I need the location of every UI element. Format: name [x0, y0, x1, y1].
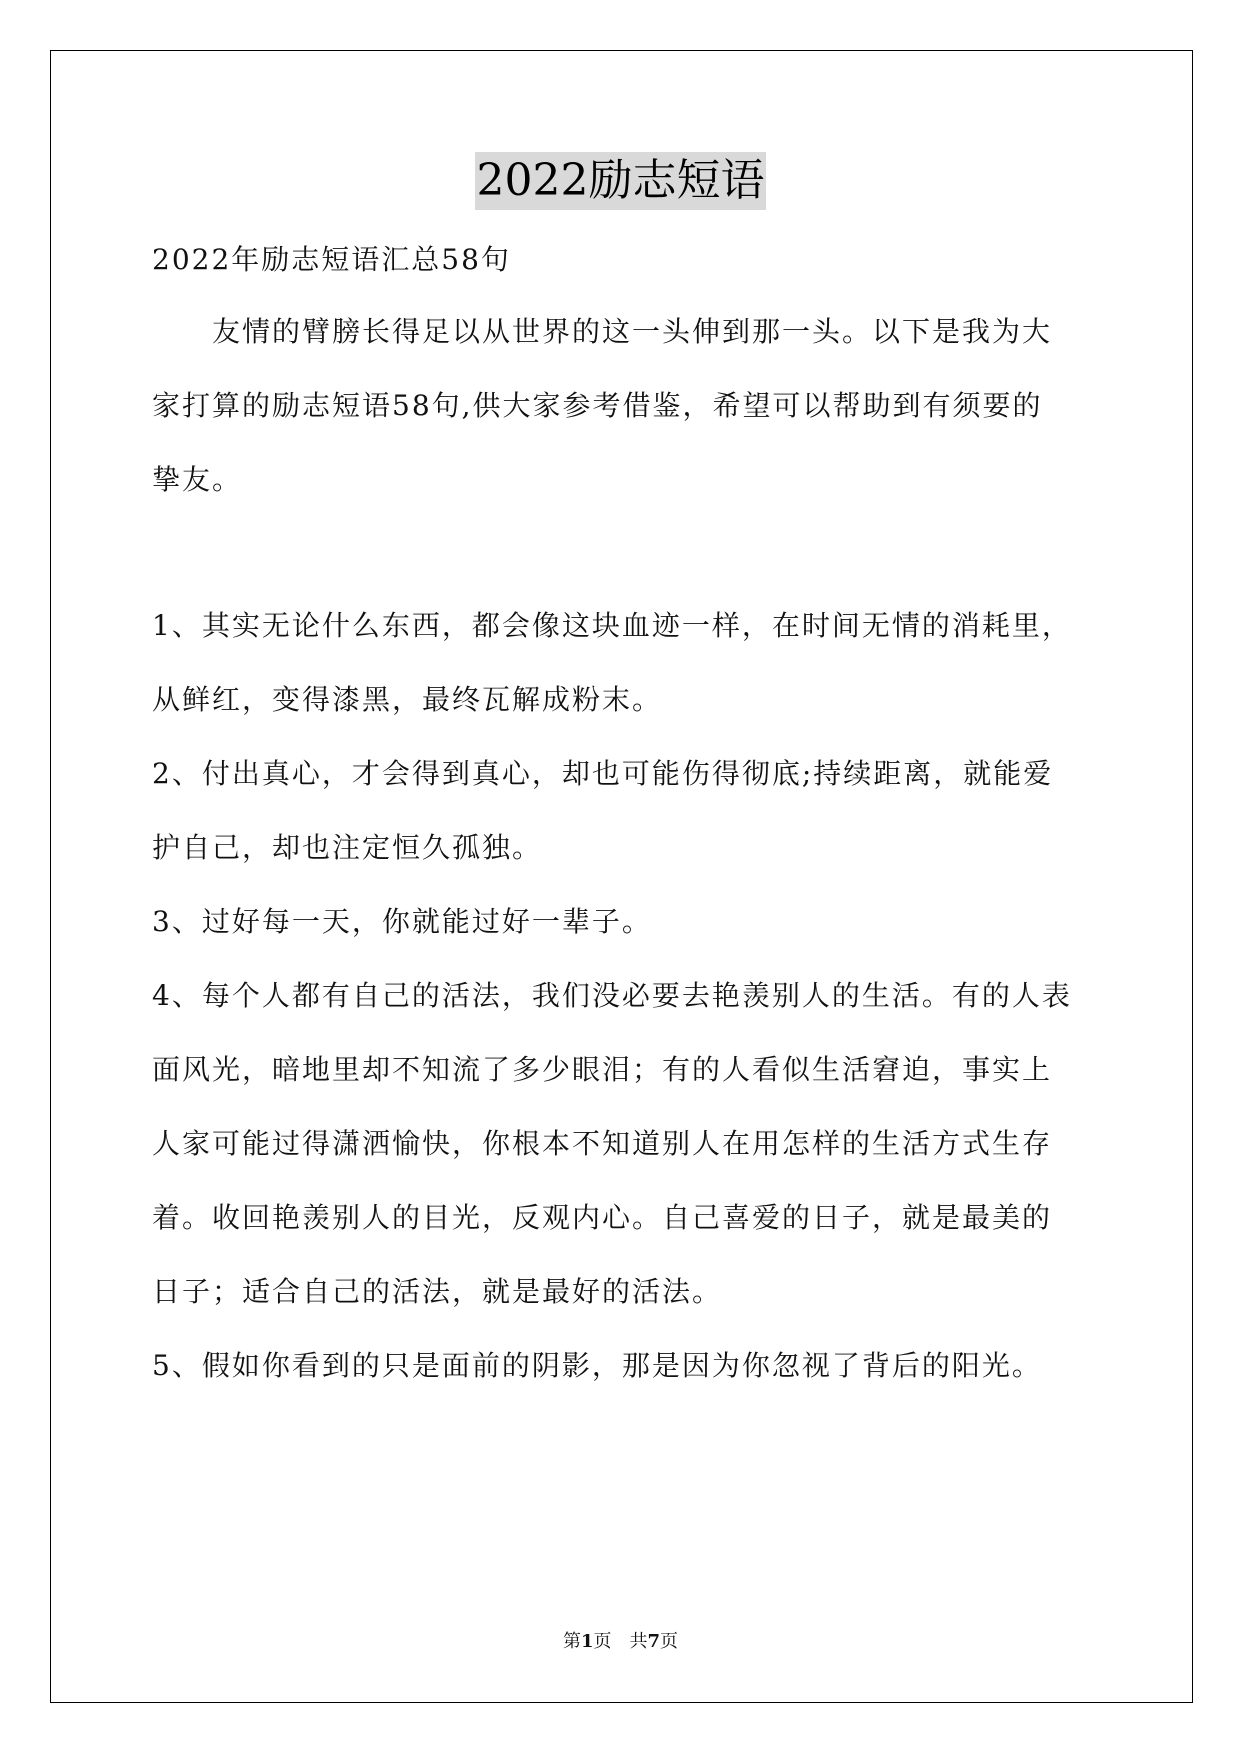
- item-line: 4、每个人都有自己的活法，我们没必要去艳羡别人的生活。有的人表: [152, 979, 1072, 1012]
- footer-page-suffix: 页: [660, 1631, 679, 1652]
- item-line: 日子；适合自己的活法，就是最好的活法。: [152, 1275, 723, 1308]
- intro-line: 友情的臂膀长得足以从世界的这一头伸到那一头。以下是我为大: [152, 315, 1053, 348]
- document-subtitle: 2022年励志短语汇总58句: [152, 243, 511, 276]
- title-container: [0, 152, 1241, 210]
- item-line: 护自己，却也注定恒久孤独。: [152, 831, 543, 864]
- footer-page-prefix: 第: [562, 1631, 581, 1652]
- item-line: 3、过好每一天，你就能过好一辈子。: [152, 905, 652, 938]
- page-footer: [0, 1630, 1241, 1654]
- footer-page-number: 1: [580, 1631, 594, 1652]
- intro-line: 家打算的励志短语58句,供大家参考借鉴，希望可以帮助到有须要的: [152, 389, 1043, 422]
- item-line: 面风光，暗地里却不知流了多少眼泪；有的人看似生活窘迫，事实上: [152, 1053, 1053, 1086]
- item-line: 5、假如你看到的只是面前的阴影，那是因为你忽视了背后的阳光。: [152, 1349, 1042, 1382]
- footer-page-mid: 页 共: [593, 1631, 648, 1652]
- page-border: [50, 50, 1193, 1703]
- item-line: 从鲜红，变得漆黑，最终瓦解成粉末。: [152, 683, 663, 716]
- intro-line: 挚友。: [152, 463, 243, 496]
- item-line: 人家可能过得潇洒愉快，你根本不知道别人在用怎样的生活方式生存: [152, 1127, 1053, 1160]
- item-line: 着。收回艳羡别人的目光，反观内心。自己喜爱的日子，就是最美的: [152, 1201, 1053, 1234]
- document-title: 2022励志短语: [475, 152, 767, 210]
- item-line: 2、付出真心，才会得到真心，却也可能伤得彻底;持续距离，就能爱: [152, 757, 1054, 790]
- item-line: 1、其实无论什么东西，都会像这块血迹一样，在时间无情的消耗里，: [152, 609, 1072, 642]
- footer-total-pages: 7: [647, 1631, 661, 1652]
